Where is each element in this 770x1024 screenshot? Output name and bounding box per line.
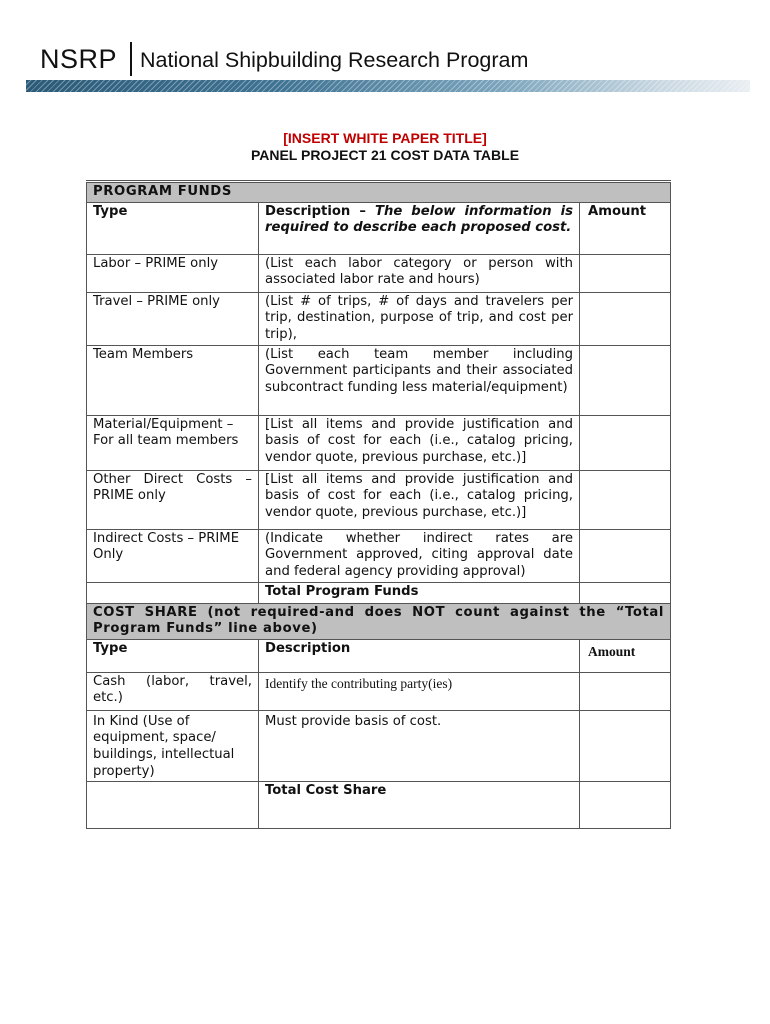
row-type: Other Direct Costs – PRIME only xyxy=(87,470,259,529)
total-cost-share-label: Total Cost Share xyxy=(259,782,580,829)
cs-row-type: Cash (labor, travel, etc.) xyxy=(87,672,259,710)
row-type: Labor – PRIME only xyxy=(87,254,259,292)
total-program-funds-row xyxy=(87,582,671,603)
row-amount-cell[interactable] xyxy=(580,292,671,345)
total-program-funds-amount[interactable] xyxy=(580,582,671,603)
row-amount-cell[interactable] xyxy=(580,470,671,529)
row-amount-cell[interactable] xyxy=(580,415,671,470)
org-name: National Shipbuilding Research Program xyxy=(140,48,529,72)
cost-share-title: COST SHARE (not required-and does NOT count against the “Total Program Funds” line above) xyxy=(87,603,671,639)
header-gradient-bar xyxy=(26,80,750,92)
cs-row-amount-cell[interactable] xyxy=(580,672,671,710)
program-funds-column-header xyxy=(87,202,671,254)
col-description-header xyxy=(259,202,580,254)
row-description: (List # of trips, # of days and travelers per trip, destination, purpose of trip, and cost per trip), xyxy=(259,292,580,345)
cs-row-type: In Kind (Use of equipment, space/ buildings, intellectual property) xyxy=(87,710,259,781)
row-description: [List all items and provide justification and basis of cost for each (i.e., catalog pricing, vendor quote, previous purchase, etc.)] xyxy=(259,415,580,470)
white-paper-title-placeholder: [INSERT WHITE PAPER TITLE] xyxy=(283,130,487,146)
program-funds-section-header xyxy=(87,182,671,203)
cs-total-type-cell xyxy=(87,782,259,829)
total-cost-share-amount[interactable] xyxy=(580,782,671,829)
col-amount-header: Amount xyxy=(580,202,671,254)
cs-col-description-header: Description xyxy=(259,639,580,672)
total-cost-share-row xyxy=(87,782,671,829)
row-description: [List all items and provide justification and basis of cost for each (i.e., catalog pricing, vendor quote, previous purchase, etc.)] xyxy=(259,470,580,529)
table-row xyxy=(87,292,671,345)
row-type: Travel – PRIME only xyxy=(87,292,259,345)
table-row xyxy=(87,470,671,529)
nsrp-logo: NSRP xyxy=(40,44,118,74)
document-subtitle: PANEL PROJECT 21 COST DATA TABLE xyxy=(250,147,520,163)
row-description: (List each labor category or person with associated labor rate and hours) xyxy=(259,254,580,292)
table-row xyxy=(87,710,671,781)
header-divider xyxy=(130,42,132,76)
cs-col-type-header: Type xyxy=(87,639,259,672)
table-row xyxy=(87,345,671,415)
col-type-header: Type xyxy=(87,202,259,254)
row-amount-cell[interactable] xyxy=(580,345,671,415)
row-type: Indirect Costs – PRIME Only xyxy=(87,529,259,582)
row-description: (Indicate whether indirect rates are Government approved, citing approval date and federal agency providing approval) xyxy=(259,529,580,582)
desc-prefix: Description – xyxy=(265,203,375,219)
table-row xyxy=(87,254,671,292)
cs-row-description: Must provide basis of cost. xyxy=(259,710,580,781)
program-funds-title: PROGRAM FUNDS xyxy=(87,182,671,203)
cs-row-description: Identify the contributing party(ies) xyxy=(259,672,580,710)
cs-col-amount-header: Amount xyxy=(580,639,671,672)
cost-share-section-header xyxy=(87,603,671,639)
row-amount-cell[interactable] xyxy=(580,254,671,292)
row-amount-cell[interactable] xyxy=(580,529,671,582)
desc-italic-note: The below information is required to describe each proposed cost. xyxy=(265,203,573,236)
cost-data-table xyxy=(86,180,671,829)
row-type: Team Members xyxy=(87,345,259,415)
cost-share-column-header xyxy=(87,639,671,672)
table-row xyxy=(87,415,671,470)
total-type-cell xyxy=(87,582,259,603)
table-row xyxy=(87,529,671,582)
row-description: (List each team member including Government participants and their associated subcontract funding less material/equipment) xyxy=(259,345,580,415)
row-type: Material/Equipment – For all team members xyxy=(87,415,259,470)
table-row xyxy=(87,672,671,710)
total-program-funds-label: Total Program Funds xyxy=(259,582,580,603)
cs-row-amount-cell[interactable] xyxy=(580,710,671,781)
